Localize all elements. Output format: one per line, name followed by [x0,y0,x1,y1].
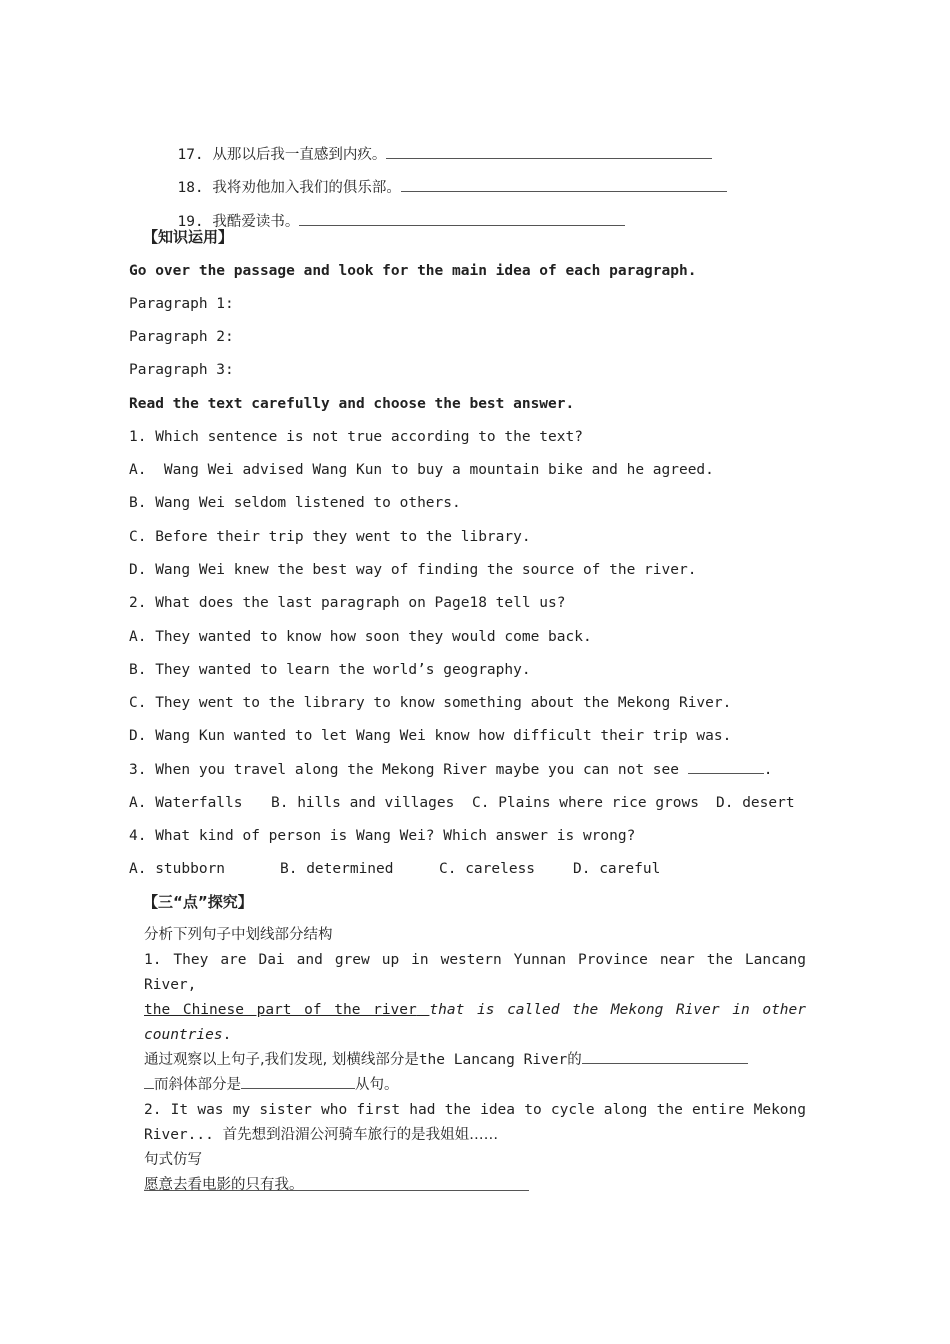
translation-item-18: 18. 我将劝他加入我们的俱乐部。 [160,161,727,197]
translation-item-19: 19. 我酷爱读书。 [160,195,625,231]
answer-blank[interactable] [144,1076,154,1089]
observation-line-2: 而斜体部分是 从句。 [144,1073,806,1098]
observation-line-1: 通过观察以上句子,我们发现, 划横线部分是the Lancang River的 [144,1048,806,1073]
paragraph-3-label: Paragraph 3: [129,362,234,378]
question-4: 4. What kind of person is Wang Wei? Which answer is wrong? [129,828,636,844]
section-heading-explore: 【三“点”探究】 [143,893,253,911]
q2-option-b[interactable]: B. They wanted to learn the world’s geography. [129,662,531,678]
answer-blank[interactable] [299,213,625,226]
sentence-2-line-1: 2. It was my sister who first had the idea to cycle along the entire Mekong [144,1102,806,1118]
sentence-1-line-3: countries. [144,1027,232,1043]
explore-block [144,923,806,1198]
underlined-phrase: the Chinese part of the river [144,1002,417,1018]
q4-option-a[interactable]: A. stubborn [129,861,226,877]
q3-option-a[interactable]: A. Waterfalls [129,795,243,811]
q4-option-c[interactable]: C. careless [439,861,536,877]
sentence-1-line-1: 1. They are Dai and grew up in western Yunnan Province near the Lancang River, [144,952,806,993]
instruction-choose: Read the text carefully and choose the best answer. [129,396,575,412]
explore-intro: 分析下列句子中划线部分结构 [144,927,333,943]
question-2: 2. What does the last paragraph on Page18 tell us? [129,595,566,611]
answer-line[interactable] [144,1190,529,1191]
italic-clause: that is called the Mekong River in other [429,1002,806,1018]
answer-blank[interactable] [241,1076,355,1089]
q4-option-d[interactable]: D. careful [573,861,661,877]
answer-blank[interactable] [688,761,764,774]
instruction-main-idea: Go over the passage and look for the main idea of each paragraph. [129,263,697,279]
q1-option-b[interactable]: B. Wang Wei seldom listened to others. [129,495,461,511]
question-3: 3. When you travel along the Mekong River maybe you can not see . [129,762,773,778]
q1-option-a[interactable]: A. Wang Wei advised Wang Kun to buy a mountain bike and he agreed. [129,462,714,478]
q4-options [129,860,660,878]
q3-options [129,794,795,812]
imitate-label: 句式仿写 [144,1152,202,1168]
q2-option-c[interactable]: C. They went to the library to know something about the Mekong River. [129,695,732,711]
q1-option-d[interactable]: D. Wang Wei knew the best way of finding the source of the river. [129,562,697,578]
imitate-sentence: 愿意去看电影的只有我。 [144,1177,304,1193]
paragraph-2-label: Paragraph 2: [129,329,234,345]
q1-option-c[interactable]: C. Before their trip they went to the library. [129,529,531,545]
q3-option-d[interactable]: D. desert [716,795,795,811]
q2-option-a[interactable]: A. They wanted to know how soon they would come back. [129,629,592,645]
answer-blank[interactable] [386,146,712,159]
translation-item-17: 17. 从那以后我一直感到内疚。 [160,128,712,164]
q4-option-b[interactable]: B. determined [280,861,394,877]
question-1: 1. Which sentence is not true according to the text? [129,429,583,445]
paragraph-1-label: Paragraph 1: [129,296,234,312]
q3-option-c[interactable]: C. Plains where rice grows [472,795,699,811]
q3-option-b[interactable]: B. hills and villages [271,795,455,811]
section-heading-knowledge: 【知识运用】 [143,228,234,246]
answer-blank[interactable] [582,1051,748,1064]
q2-option-d[interactable]: D. Wang Kun wanted to let Wang Wei know how difficult their trip was. [129,728,732,744]
sentence-1-line-2 [144,998,806,1023]
sentence-2-line-2: River... 首先想到沿湄公河骑车旅行的是我姐姐…… [144,1127,499,1143]
answer-blank[interactable] [401,179,727,192]
